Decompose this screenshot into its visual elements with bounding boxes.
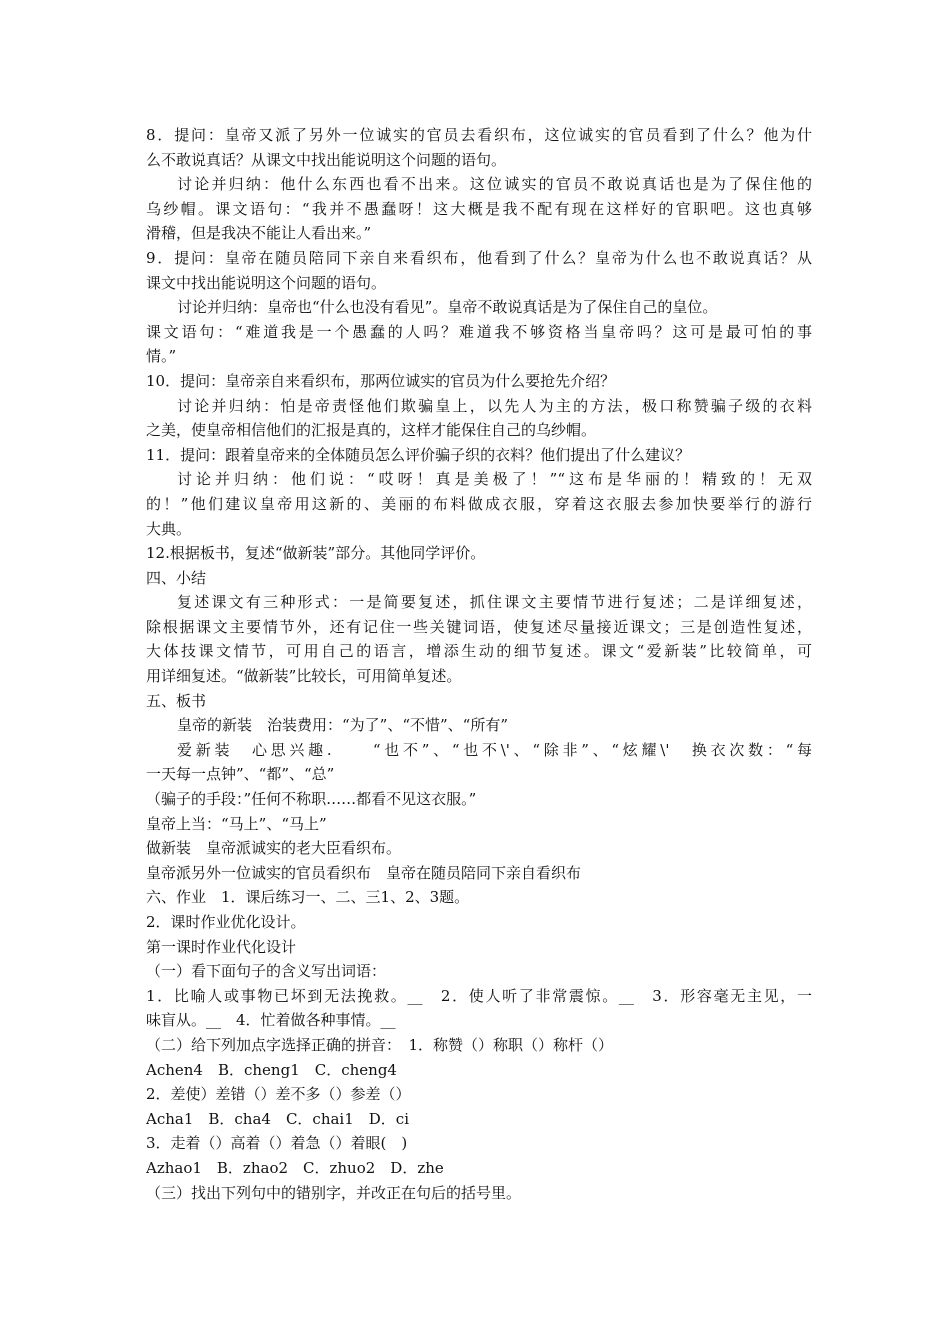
section-heading: 五、板书 [146, 691, 207, 710]
text-line: 皇帝的新装 治装费用：“为了”、“不惜”、“所有” [177, 716, 509, 735]
text-line: （二）给下列加点字选择正确的拼音： 1．称赞（）称职（）称杆（） [146, 1035, 614, 1054]
text-line: 的！”他们建议皇帝用这新的、美丽的布料做成衣服，穿着这衣服去参加快要举行的游行 [146, 494, 812, 513]
text-line: （三）找出下列句中的错别字，并改正在句后的括号里。 [146, 1183, 522, 1202]
text-line: 2．差使）差错（）差不多（）参差（） [146, 1085, 411, 1104]
section-heading: 六、作业 1．课后练习一、二、三1、2、3题。 [146, 888, 470, 907]
text-line: 复述课文有三种形式：一是简要复述，抓住课文主要情节进行复述；二是详细复述， [177, 593, 812, 612]
text-line: 乌纱帽。课文语句：“我并不愚蠢呀！这大概是我不配有现在这样好的官职吧。这也真够 [146, 199, 812, 218]
text-line: 除根据课文主要情节外，还有记住一些关键词语，使复述尽量接近课文；三是创造性复述， [146, 617, 812, 636]
text-line: 爱新装 心思兴趣. “也不”、“也不\'、“除非”、“炫耀\' 换衣次数：“每 [177, 740, 812, 759]
text-line: 3．走着（）高着（）着急（）着眼( ) [146, 1134, 408, 1153]
text-line: 课文语句：“难道我是一个愚蠢的人吗？难道我不够资格当皇帝吗？这可是最可怕的事 [146, 322, 812, 341]
text-line: 做新装 皇帝派诚实的老大臣看织布。 [146, 839, 402, 858]
text-line: 12.根据板书，复述“做新装”部分。其他同学评价。 [146, 544, 486, 563]
text-line: Acha1 B．cha4 C．chai1 D．ci [146, 1109, 409, 1128]
text-line: （一）看下面句子的含义写出词语： [146, 962, 387, 981]
text-line: 10．提问：皇帝亲自来看织布，那两位诚实的官员为什么要抢先介绍？ [146, 371, 616, 390]
text-line: 2．课时作业优化设计。 [146, 913, 306, 931]
text-line: 讨论并归纳：皇帝也“什么也没有看见”。皇帝不敢说真话是为了保住自己的皇位。 [177, 298, 718, 317]
text-line: 9．提问：皇帝在随员陪同下亲自来看织布，他看到了什么？皇帝为什么也不敢说真话？从 [146, 248, 812, 267]
text-line: 大体技课文情节，可用自己的语言，增添生动的细节复述。课文“爱新装”比较简单，可 [146, 642, 812, 661]
text-line: 11．提问：跟着皇帝来的全体随员怎么评价骗子织的衣料？他们提出了什么建议？ [146, 445, 691, 464]
text-line: 课文中找出能说明这个问题的语句。 [146, 273, 387, 292]
text-line: 1．比喻人或事物已坏到无法挽救。__ 2．使人听了非常震惊。__ 3．形容毫无主见，一 [146, 986, 812, 1005]
text-line: Azhao1 B．zhao2 C．zhuo2 D．zhe [146, 1158, 444, 1177]
text-line: 滑稽，但是我决不能让人看出来。” [146, 224, 372, 243]
text-line: 味盲从。__ 4．忙着做各种事情。__ [146, 1011, 396, 1030]
text-line: 一天每一点钟”、“都”、“总” [146, 765, 335, 784]
text-line: 8．提问：皇帝又派了另外一位诚实的官员去看织布，这位诚实的官员看到了什么？他为什 [146, 126, 812, 144]
text-line: 皇帝派另外一位诚实的官员看织布 皇帝在随员陪同下亲自看织布 [146, 863, 582, 882]
text-line: 么不敢说真话？从课文中找出能说明这个问题的语句。 [146, 150, 507, 169]
document-page [146, 123, 812, 1205]
section-heading: 四、小结 [146, 568, 207, 587]
text-line: 讨论并归纳：怕是帝责怪他们欺骗皇上，以先人为主的方法，极口称赞骗子级的衣料 [177, 396, 812, 415]
text-line: 之美，使皇帝相信他们的汇报是真的，这样才能保住自己的乌纱帽。 [146, 421, 597, 440]
text-line: 讨论并归纳：他们说：“哎呀！真是美极了！”“这布是华丽的！精致的！无双 [177, 470, 812, 489]
text-line: Achen4 B．cheng1 C．cheng4 [146, 1060, 397, 1079]
text-line: 大典。 [146, 519, 192, 538]
text-line: 情。” [146, 347, 177, 366]
text-line: （骗子的手段：”任何不称职……都看不见这衣服。” [146, 790, 477, 809]
text-line: 用详细复述。“做新装”比较长，可用简单复述。 [146, 667, 462, 686]
text-line: 皇帝上当：“马上”、“马上” [146, 814, 327, 833]
text-line: 讨论并归纳：他什么东西也看不出来。这位诚实的官员不敢说真话也是为了保住他的 [177, 175, 812, 194]
text-line: 第一课时作业代化设计 [146, 937, 297, 956]
